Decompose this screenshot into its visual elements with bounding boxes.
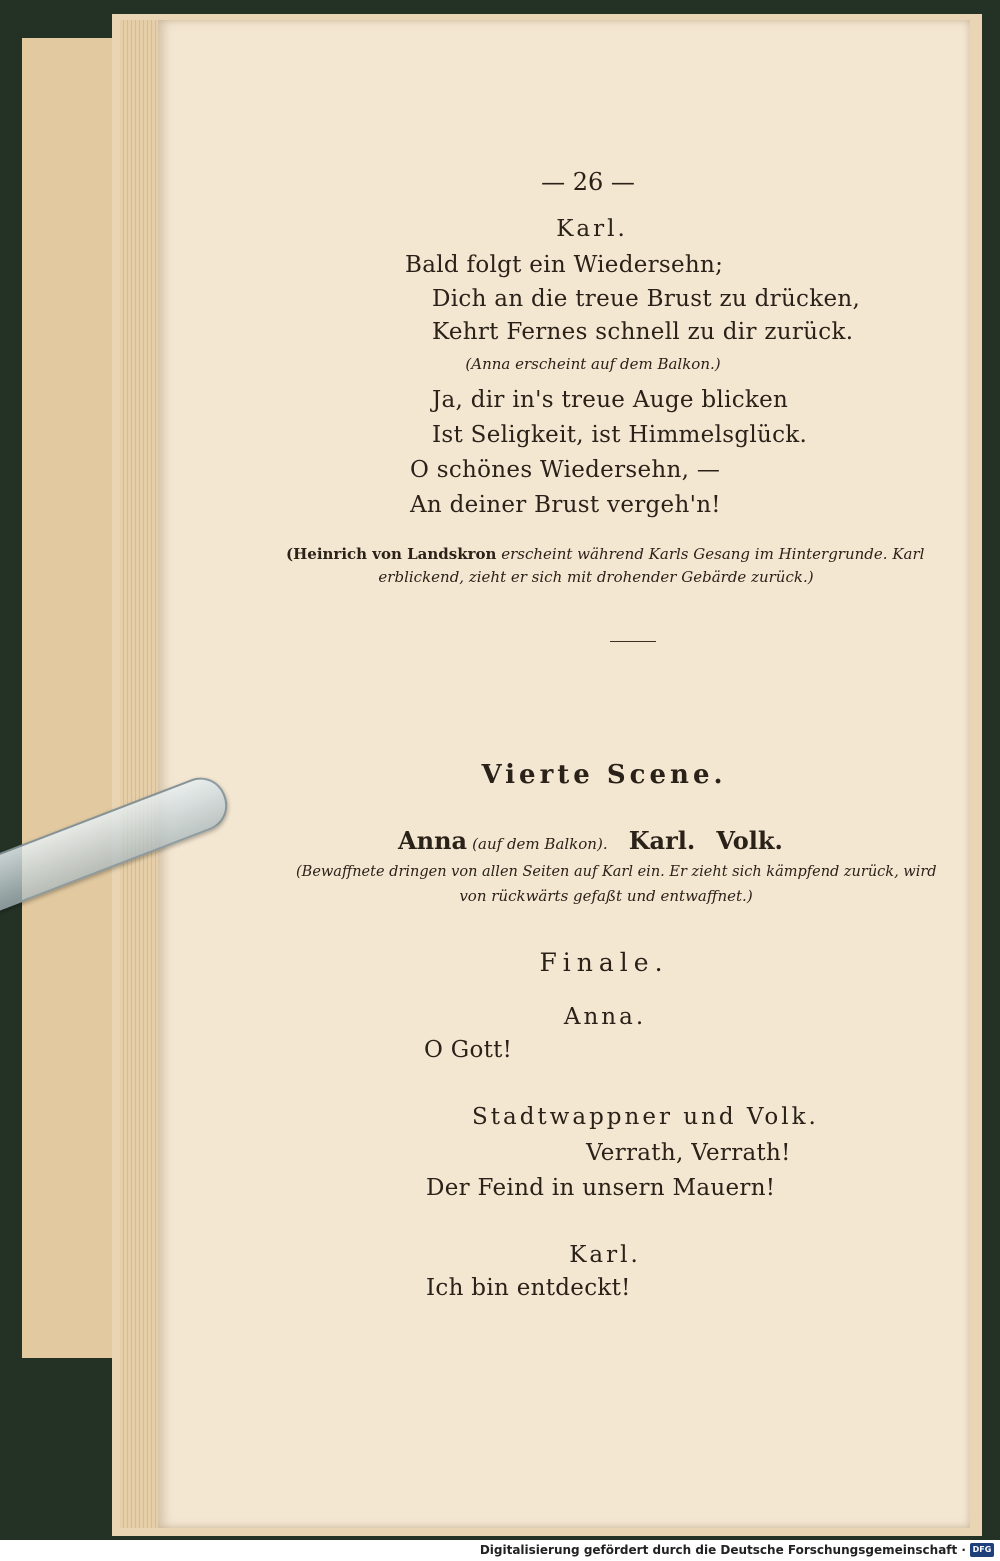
verse-line: O Gott!: [424, 1037, 513, 1063]
verse-line: Ja, dir in's treue Auge blicken: [432, 387, 789, 413]
speaker-karl: Karl.: [556, 216, 628, 242]
role-karl: Karl.: [628, 826, 696, 855]
role-anna: Anna: [398, 826, 468, 855]
stage-direction: [286, 545, 924, 563]
verse-line: Der Feind in unsern Mauern!: [426, 1175, 776, 1201]
roles-line: [398, 826, 783, 855]
footer-credit: Digitalisierung gefördert durch die Deutsche Forschungsgemeinschaft ·: [479, 1543, 966, 1557]
verse-line: Kehrt Fernes schnell zu dir zurück.: [432, 319, 854, 345]
verse-line: O schönes Wiedersehn, —: [410, 457, 721, 483]
stage-direction: (Anna erscheint auf dem Balkon.): [465, 355, 721, 373]
stage-direction: erblickend, zieht er sich mit drohender Gebärde zurück.): [378, 568, 814, 586]
section-rule: [610, 641, 656, 642]
role-volk: Volk.: [716, 826, 783, 855]
stage-direction: von rückwärts gefaßt und entwaffnet.): [459, 887, 753, 905]
verse-line: Dich an die treue Brust zu drücken,: [432, 286, 861, 312]
dfg-logo: DFG: [970, 1543, 994, 1557]
verse-line: Ist Seligkeit, ist Himmelsglück.: [432, 422, 808, 448]
footer-bar: [0, 1540, 1000, 1561]
stage-direction-name: (Heinrich von Landskron: [286, 545, 497, 563]
speaker-karl: Karl.: [569, 1242, 641, 1268]
verse-line: An deiner Brust vergeh'n!: [410, 492, 721, 518]
stage-direction: (Bewaffnete dringen von allen Seiten auf Karl ein. Er zieht sich kämpfend zurück, wird: [296, 864, 937, 880]
finale-heading: Finale.: [539, 948, 669, 977]
scene-title: Vierte Scene.: [481, 760, 727, 790]
verse-line: Verrath, Verrath!: [586, 1140, 791, 1166]
speaker-stadtwappner: Stadtwappner und Volk.: [472, 1104, 819, 1130]
page-stack-edge: [120, 20, 160, 1528]
verse-line: Bald folgt ein Wiedersehn;: [405, 252, 724, 278]
role-anna-note: (auf dem Balkon).: [472, 835, 608, 853]
page-number: — 26 —: [541, 168, 635, 196]
speaker-anna: Anna.: [563, 1004, 647, 1030]
verse-line: Ich bin entdeckt!: [426, 1275, 631, 1301]
stage-direction-text: erscheint während Karls Gesang im Hintergrunde. Karl: [501, 545, 925, 563]
